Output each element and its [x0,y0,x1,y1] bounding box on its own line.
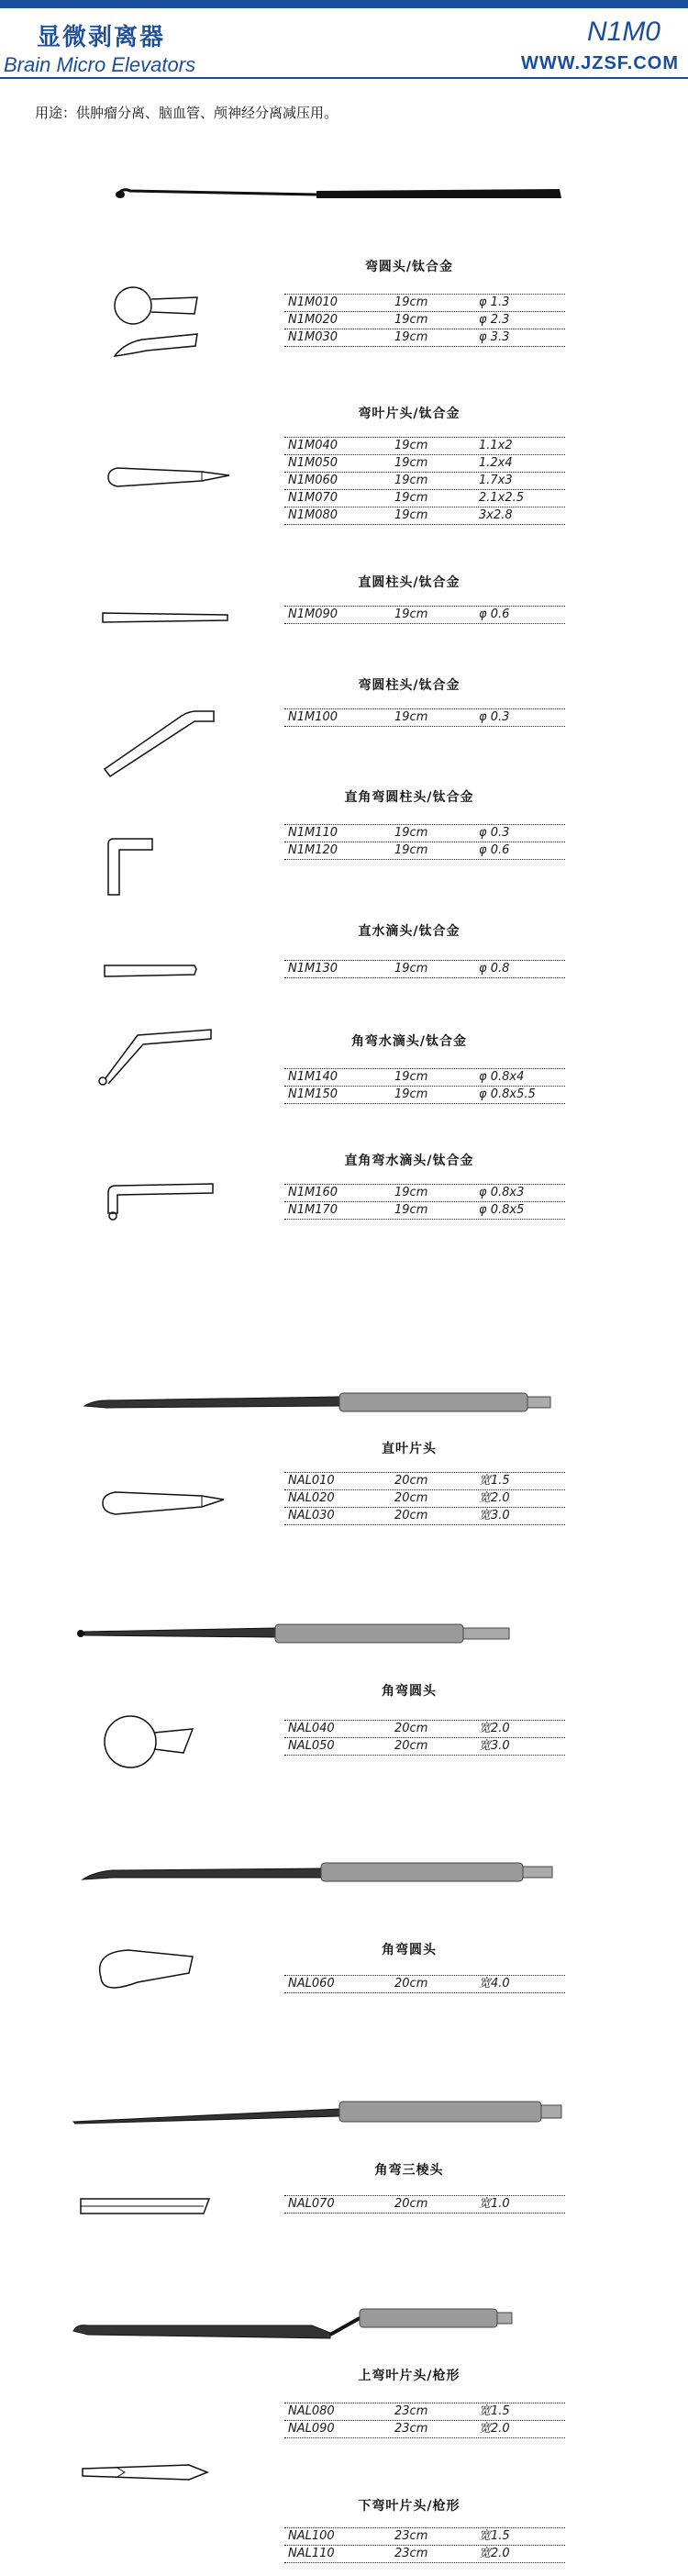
table-cell: NAL020 [288,1491,335,1505]
table-cell: φ 0.8x5.5 [479,1087,536,1101]
table-cell: 1.2x4 [479,456,513,470]
section-title: 上弯叶片头/枪形 [358,2369,461,2383]
table-cell: 19cm [394,508,428,522]
section-title: 直角弯水滴头/钛合金 [344,1154,474,1168]
table-cell: N1M130 [288,962,338,976]
table-cell: 1.1x2 [479,439,513,452]
table-cell: 宽3.0 [479,1509,510,1522]
section-title: 直叶片头 [382,1442,437,1456]
table-cell: 宽2.0 [479,2547,510,2560]
table-cell: 宽3.0 [479,1739,510,1753]
table-cell: φ 1.3 [479,296,510,309]
table-cell: N1M160 [288,1186,338,1199]
table-row [284,2546,565,2563]
table-cell: 宽1.5 [479,2529,510,2543]
table-cell: N1M080 [288,508,338,522]
section-title: 角弯三棱头 [374,2163,444,2178]
table-cell: NAL030 [288,1509,335,1522]
table-cell: NAL040 [288,1722,335,1735]
table-cell: NAL010 [288,1474,335,1488]
table-cell: NAL050 [288,1739,335,1753]
section-title: 角弯水滴头/钛合金 [350,1034,468,1049]
table-cell: 2.1x2.5 [479,491,525,505]
table-cell: N1M020 [288,313,338,327]
table-cell: 宽1.5 [479,2404,510,2418]
table-cell: 宽4.0 [479,1977,510,1991]
table-cell: φ 0.8x5 [479,1203,525,1217]
table-cell: N1M120 [288,843,338,857]
table-cell: 20cm [394,1491,428,1505]
table-cell: N1M090 [288,608,338,621]
table-cell: 20cm [394,1722,428,1735]
table-cell: φ 0.3 [479,710,510,724]
table-cell: 19cm [394,456,428,470]
section-title: 直水滴头/钛合金 [358,924,461,939]
table-cell: 19cm [394,962,428,976]
section-title: 直角弯圆柱头/钛合金 [344,790,474,805]
table-cell: N1M030 [288,330,338,344]
section-title: 直圆柱头/钛合金 [358,575,461,590]
section-title: 弯圆柱头/钛合金 [358,678,461,693]
table-cell: 3x2.8 [479,508,513,522]
table-cell: 宽2.0 [479,2422,510,2436]
table-cell: 19cm [394,330,428,344]
table-row [284,2527,565,2546]
section-title: 下弯叶片头/枪形 [358,2499,461,2514]
table-cell: 20cm [394,1977,428,1991]
page-title-cn: 显微剥离器 [37,24,166,51]
table-cell: N1M140 [288,1070,338,1084]
table-cell: 19cm [394,1087,428,1101]
table-cell: φ 0.8x4 [479,1070,525,1084]
table-cell: 宽1.5 [479,1474,510,1488]
table-cell: 23cm [394,2422,428,2436]
table-cell: 19cm [394,608,428,621]
table-cell: 19cm [394,296,428,309]
table-cell: NAL100 [288,2529,335,2543]
spec-table [284,2527,565,2563]
catalog-code: N1M0 [586,17,660,47]
table-cell: 20cm [394,2197,428,2211]
table-cell: 宽2.0 [479,1722,510,1735]
table-cell: 1.7x3 [479,474,513,487]
page-title-en: Brain Micro Elevators [4,53,196,76]
table-cell: N1M050 [288,456,338,470]
table-cell: NAL070 [288,2197,335,2211]
table-cell: 19cm [394,491,428,505]
table-cell: 19cm [394,313,428,327]
table-cell: 23cm [394,2547,428,2560]
table-cell: φ 0.3 [479,826,510,840]
table-cell: N1M060 [288,474,338,487]
table-cell: N1M070 [288,491,338,505]
table-cell: 19cm [394,826,428,840]
table-cell: NAL080 [288,2404,335,2418]
table-cell: 宽2.0 [479,1491,510,1505]
usage-text: 用途：供肿瘤分离、脑血管、颅神经分离减压用。 [35,105,338,121]
table-cell: 19cm [394,1070,428,1084]
section-title: 角弯圆头 [382,1684,437,1699]
table-cell: 23cm [394,2529,428,2543]
section-title: 弯叶片头/钛合金 [358,407,461,421]
table-cell: 20cm [394,1509,428,1522]
table-cell: φ 0.8x3 [479,1186,525,1199]
table-cell: 19cm [394,474,428,487]
table-cell: 19cm [394,1203,428,1217]
table-cell: N1M150 [288,1087,338,1101]
table-cell: 19cm [394,439,428,452]
table-cell: 宽1.0 [479,2197,510,2211]
table-cell: NAL090 [288,2422,335,2436]
table-cell: N1M110 [288,826,338,840]
website-link[interactable]: WWW.JZSF.COM [521,53,679,73]
table-cell: 20cm [394,1474,428,1488]
table-cell: φ 0.8 [479,962,510,976]
table-cell: N1M100 [288,710,338,724]
table-cell: N1M040 [288,439,338,452]
table-cell: N1M010 [288,296,338,309]
section-title: 角弯圆头 [382,1943,437,1957]
table-cell: N1M170 [288,1203,338,1217]
table-cell: NAL110 [288,2547,335,2560]
table-cell: φ 0.6 [479,843,510,857]
table-cell: 19cm [394,1186,428,1199]
section-title: 弯圆头/钛合金 [364,260,454,274]
table-cell: 19cm [394,843,428,857]
table-cell: 23cm [394,2404,428,2418]
table-cell: 19cm [394,710,428,724]
table-cell: NAL060 [288,1977,335,1991]
table-cell: φ 0.6 [479,608,510,621]
table-cell: φ 2.3 [479,313,510,327]
table-cell: 20cm [394,1739,428,1753]
table-cell: φ 3.3 [479,330,510,344]
